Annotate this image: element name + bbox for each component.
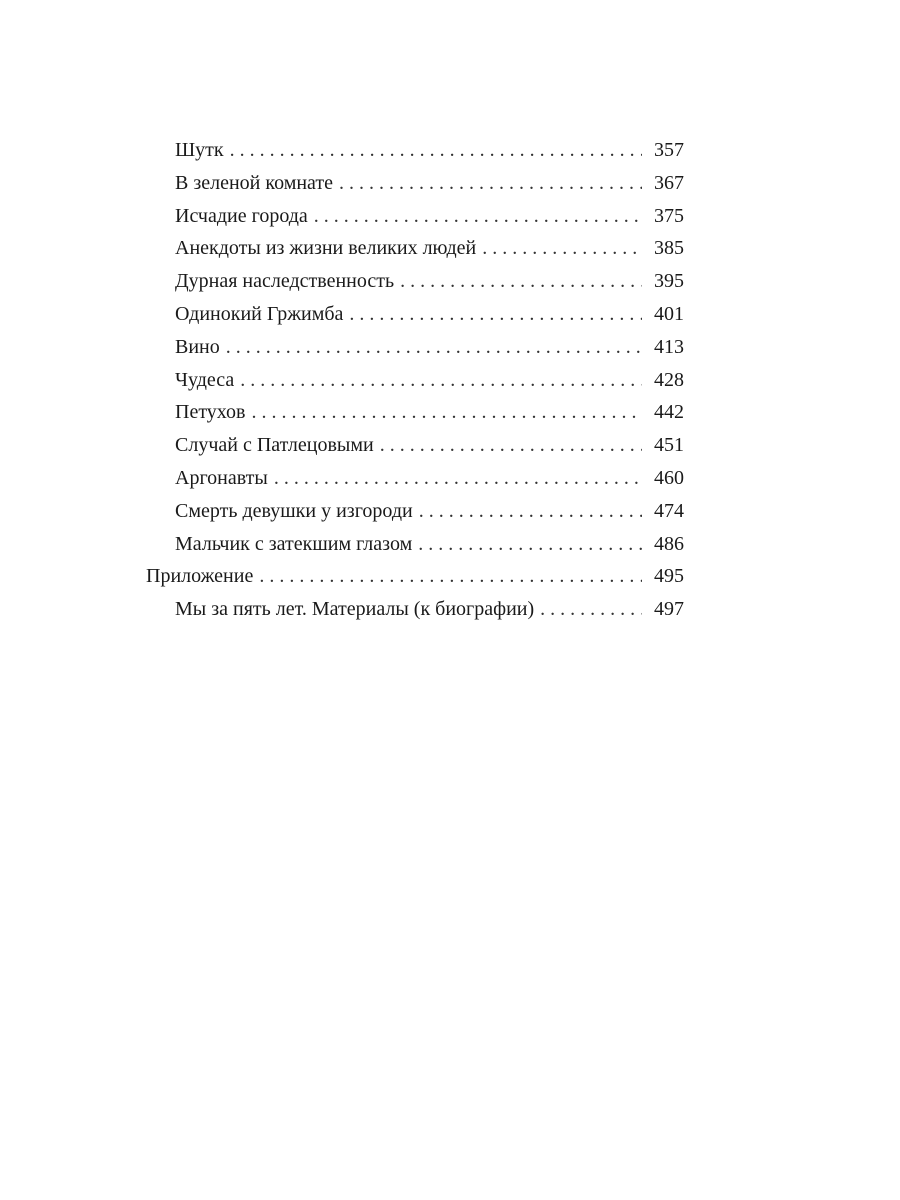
toc-entry bbox=[146, 462, 684, 495]
toc-section-page: 495 bbox=[654, 565, 684, 588]
toc-entry bbox=[146, 232, 684, 265]
dot-leader bbox=[259, 560, 642, 593]
toc-entry-title: Мальчик с затекшим глазом bbox=[175, 532, 413, 555]
toc-entry bbox=[146, 429, 684, 462]
toc-entry bbox=[146, 495, 684, 528]
dot-leader bbox=[339, 167, 642, 200]
toc-entry bbox=[146, 134, 684, 167]
toc-entry-title: Анекдоты из жизни великих людей bbox=[175, 237, 477, 260]
toc-entry-page: 401 bbox=[654, 302, 684, 325]
toc-entry bbox=[146, 528, 684, 561]
toc-entry-title: В зеленой комнате bbox=[175, 171, 334, 194]
dot-leader bbox=[230, 134, 642, 167]
table-of-contents bbox=[146, 134, 684, 626]
toc-entry-title: Дурная наследственность bbox=[175, 270, 395, 293]
toc-entry-page: 442 bbox=[654, 401, 684, 424]
toc-entry-title: Петухов bbox=[175, 401, 246, 424]
toc-entry-page: 367 bbox=[654, 171, 684, 194]
dot-leader bbox=[419, 495, 642, 528]
toc-entry-page: 385 bbox=[654, 237, 684, 260]
toc-entry bbox=[146, 200, 684, 233]
toc-entry-page: 460 bbox=[654, 466, 684, 489]
toc-entry-title: Одинокий Гржимба bbox=[175, 302, 344, 325]
toc-entry-page: 486 bbox=[654, 532, 684, 555]
dot-leader bbox=[540, 593, 642, 626]
dot-leader bbox=[482, 232, 642, 265]
toc-section-title: Приложение bbox=[146, 565, 254, 588]
dot-leader bbox=[226, 331, 642, 364]
toc-entry-page: 474 bbox=[654, 499, 684, 522]
toc-entry-page: 413 bbox=[654, 335, 684, 358]
dot-leader bbox=[349, 298, 642, 331]
dot-leader bbox=[380, 429, 642, 462]
toc-entry-page: 357 bbox=[654, 139, 684, 161]
toc-entry bbox=[146, 364, 684, 397]
toc-entry-page: 375 bbox=[654, 204, 684, 227]
dot-leader bbox=[418, 528, 642, 561]
dot-leader bbox=[314, 200, 642, 233]
toc-entry-page: 451 bbox=[654, 434, 684, 457]
toc-entry-page: 428 bbox=[654, 368, 684, 391]
toc-entry-title: Чудеса bbox=[175, 368, 235, 391]
toc-entry-title: Мы за пять лет. Материалы (к биографии) bbox=[175, 598, 535, 621]
toc-entry bbox=[146, 396, 684, 429]
dot-leader bbox=[400, 265, 642, 298]
toc-entry-page: 395 bbox=[654, 270, 684, 293]
toc-entry-title: Шутк bbox=[175, 139, 224, 161]
toc-entry bbox=[146, 265, 684, 298]
toc-entry bbox=[146, 298, 684, 331]
toc-entry-page: 497 bbox=[654, 598, 684, 621]
toc-entry bbox=[146, 331, 684, 364]
dot-leader bbox=[251, 396, 642, 429]
toc-section bbox=[146, 560, 684, 593]
dot-leader bbox=[240, 364, 642, 397]
toc-entry bbox=[146, 167, 684, 200]
toc-entry-title: Аргонавты bbox=[175, 466, 268, 489]
toc-entry-title: Исчадие города bbox=[175, 204, 308, 227]
toc-entry-title: Смерть девушки у изгороди bbox=[175, 499, 413, 522]
toc-entry-title: Случай с Патлецовыми bbox=[175, 434, 374, 457]
toc-entry-title: Вино bbox=[175, 335, 220, 358]
toc-entry bbox=[146, 593, 684, 626]
dot-leader bbox=[274, 462, 642, 495]
